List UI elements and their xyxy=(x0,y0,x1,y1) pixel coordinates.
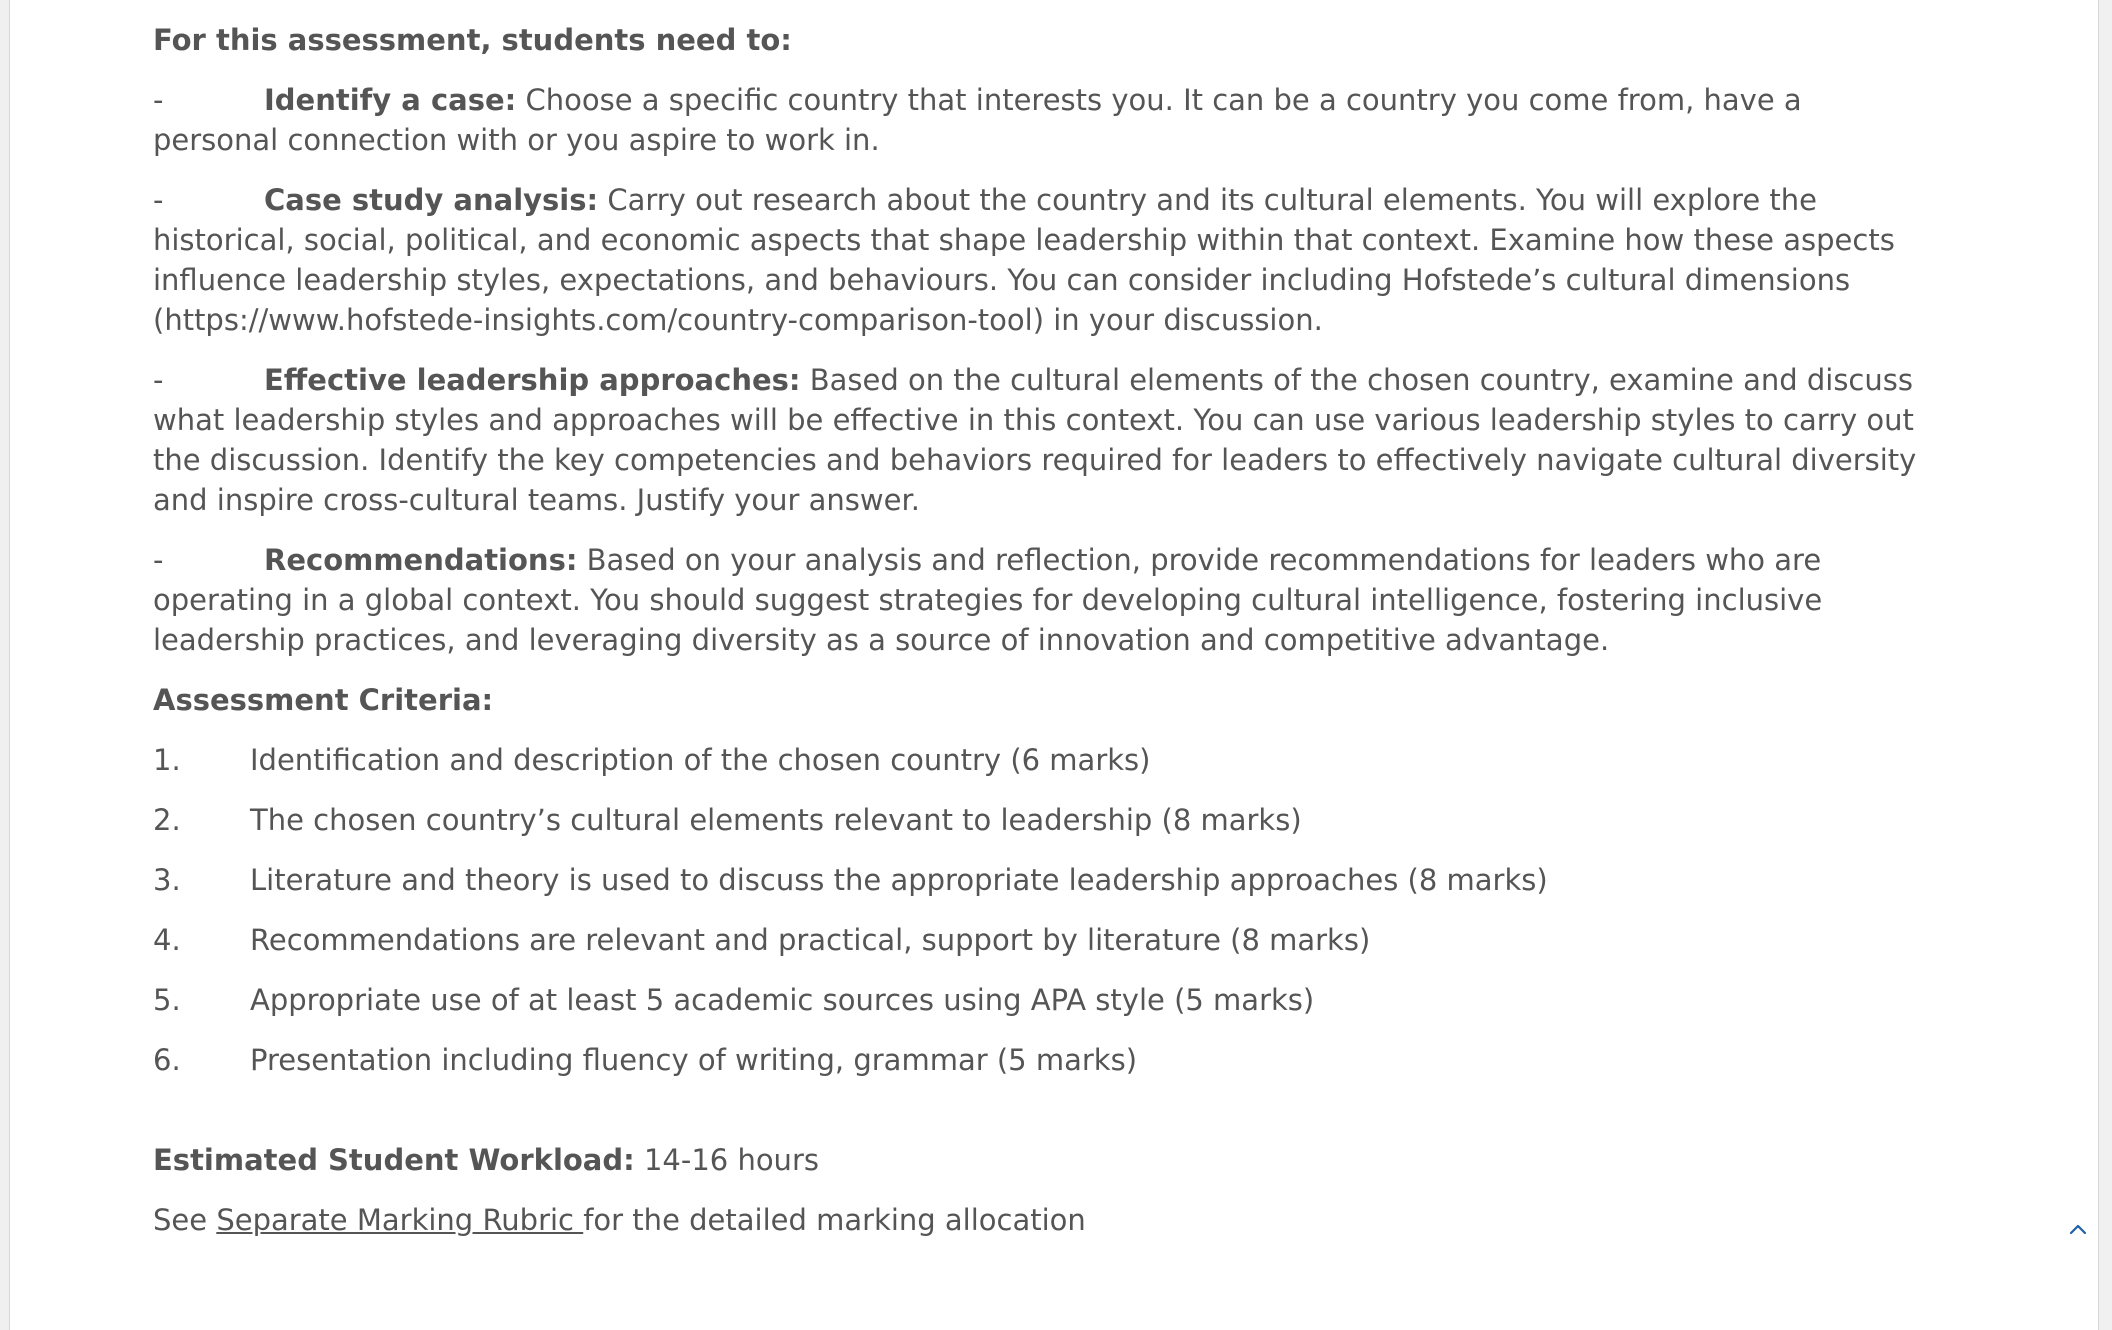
criteria-item xyxy=(153,800,1933,840)
task-item xyxy=(153,80,1933,160)
task-item xyxy=(153,180,1933,340)
criteria-text: Presentation including fluency of writing, grammar (5 marks) xyxy=(250,1043,1138,1077)
criteria-number: 6. xyxy=(153,1043,181,1077)
criteria-number: 5. xyxy=(153,983,181,1017)
rubric-prefix: See xyxy=(153,1203,217,1237)
dash-marker: - xyxy=(153,183,164,217)
criteria-text: The chosen country’s cultural elements relevant to leadership (8 marks) xyxy=(250,803,1302,837)
criteria-number: 2. xyxy=(153,803,181,837)
task-text: Based on the cultural elements of the chosen country, examine and discuss what leadership styles and approaches will be effective in this context. You can use various leadership styles to carry out the discussion. Identify the key competencies and behaviors required for leaders to effectively navigate cultural diversity and inspire cross-cultural teams. Justify your answer. xyxy=(153,363,1917,517)
task-title: Effective leadership approaches: xyxy=(264,363,801,397)
document-page xyxy=(9,0,2099,1330)
task-title: Case study analysis: xyxy=(264,183,599,217)
criteria-text: Appropriate use of at least 5 academic sources using APA style (5 marks) xyxy=(250,983,1315,1017)
rubric-suffix: for the detailed marking allocation xyxy=(583,1203,1086,1237)
criteria-number: 1. xyxy=(153,743,181,777)
spacer xyxy=(153,1100,1933,1140)
task-title: Recommendations: xyxy=(264,543,578,577)
task-item xyxy=(153,540,1933,660)
task-item xyxy=(153,360,1933,520)
scroll-to-top-button[interactable] xyxy=(2065,1216,2091,1242)
dash-marker: - xyxy=(153,83,164,117)
criteria-item xyxy=(153,980,1933,1020)
criteria-text: Literature and theory is used to discuss the appropriate leadership approaches (8 marks) xyxy=(250,863,1548,897)
intro-heading: For this assessment, students need to: xyxy=(153,23,792,57)
task-title: Identify a case: xyxy=(264,83,517,117)
criteria-item xyxy=(153,1040,1933,1080)
criteria-heading: Assessment Criteria: xyxy=(153,683,494,717)
marking-rubric-link[interactable]: Separate Marking Rubric xyxy=(216,1203,584,1237)
criteria-item xyxy=(153,740,1933,780)
chevron-up-icon xyxy=(2065,1216,2091,1242)
criteria-text: Identification and description of the chosen country (6 marks) xyxy=(250,743,1151,777)
criteria-item xyxy=(153,920,1933,960)
task-text: Carry out research about the country and its cultural elements. You will explore the historical, social, political, and economic aspects that shape leadership within that context. Examine how these aspects influence leadership styles, expectations, and behaviours. You can consider including Hofstede’s cultural dimensions (https://www.hofstede-insights.com/country-comparison-tool) in your discussion. xyxy=(153,183,1895,337)
criteria-item xyxy=(153,860,1933,900)
workload-value: 14-16 hours xyxy=(634,1143,819,1177)
dash-marker: - xyxy=(153,363,164,397)
workload-line xyxy=(153,1140,1933,1180)
dash-marker: - xyxy=(153,543,164,577)
assessment-content xyxy=(153,20,1933,1260)
criteria-number: 3. xyxy=(153,863,181,897)
workload-label: Estimated Student Workload: xyxy=(153,1143,635,1177)
criteria-text: Recommendations are relevant and practical, support by literature (8 marks) xyxy=(250,923,1371,957)
rubric-line xyxy=(153,1200,1933,1240)
task-text: Choose a specific country that interests you. It can be a country you come from, have a personal connection with or you aspire to work in. xyxy=(153,83,1802,157)
criteria-number: 4. xyxy=(153,923,181,957)
task-text: Based on your analysis and reflection, provide recommendations for leaders who are operating in a global context. You should suggest strategies for developing cultural intelligence, fostering inclusive leadership practices, and leveraging diversity as a source of innovation and competitive advantage. xyxy=(153,543,1823,657)
